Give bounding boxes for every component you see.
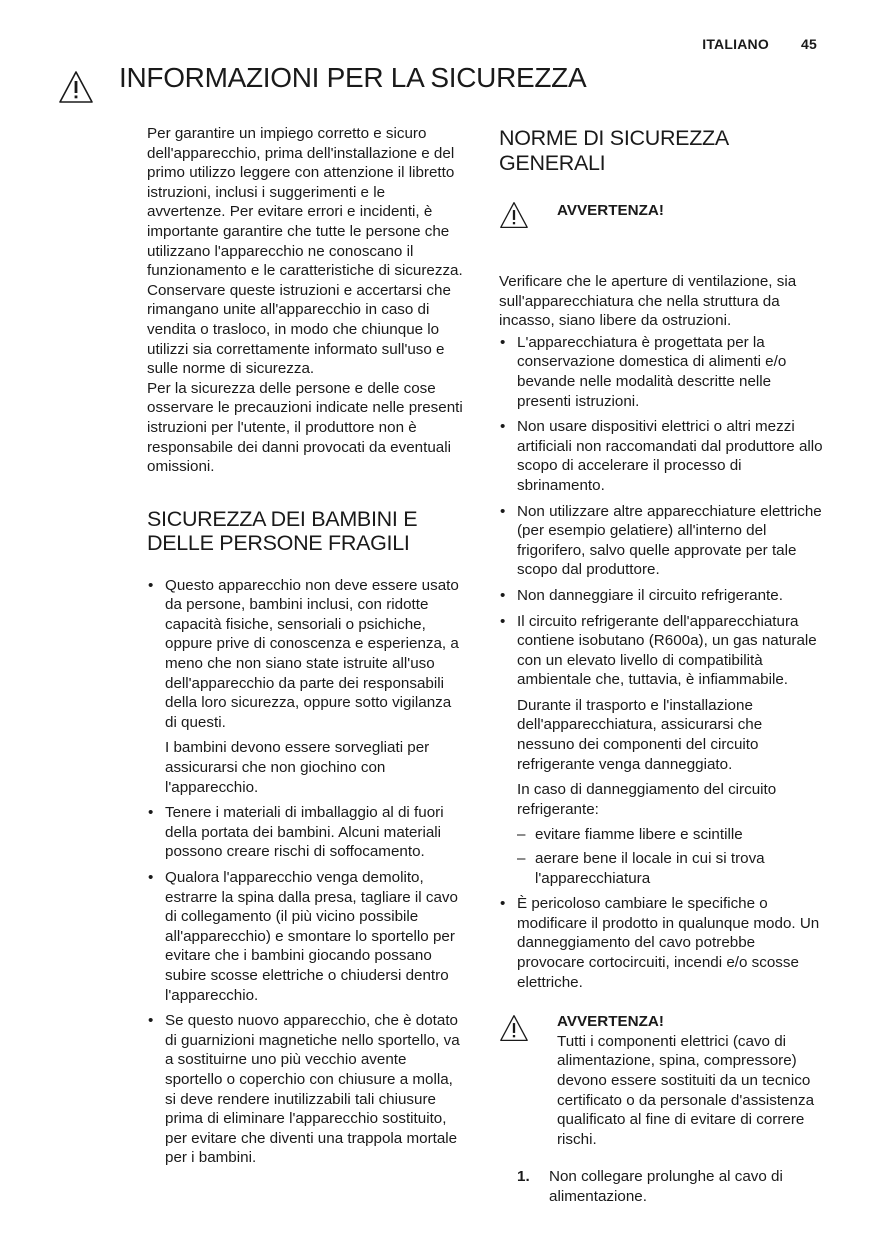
warning-label: AVVERTENZA! bbox=[557, 1013, 664, 1031]
intro-paragraph: Per garantire un impiego corretto e sicuro dell'apparecchio, prima dell'installazione e del primo utilizzo leggere con attenzione il libretto istruzioni, inclusi i suggerimenti e le avvertenze. Per evitare errori e incidenti, è importante garantire che tutte le persone che utilizzano l'apparecchio ne conoscano il funzionamento e le caratteristiche di sicurezza. Conservare queste istruzioni e accertarsi che rimangano unite all'apparecchio in caso di vendita o trasloco, in modo che chiunque lo utilizzi sia correttamente informato sull'uso e sulle norme di sicurezza. bbox=[147, 125, 463, 378]
list-item: • Il circuito refrigerante dell'apparecchiatura contiene isobutano (R600a), un gas naturale con un elevato livello di compatibilità ambientale che, tuttavia, è infiammabile. Durante il trasporto e l'installazione dell'apparecchiatura, assicurarsi che nessuno dei componenti del circuito refrigerante venga danneggiato. In caso di danneggiamento del circuito refrigerante: – evitare fiamme libere e scintille – aerare bene il locale in cui si trova l'apparecchiatura bbox=[499, 612, 823, 889]
numbered-item bbox=[499, 1167, 823, 1206]
warning-label: AVVERTENZA! bbox=[557, 202, 664, 219]
list-item: • Non usare dispositivi elettrici o altri mezzi artificiali non raccomandati dal produttore allo scopo di accelerare il processo di sbrinamento. bbox=[499, 417, 823, 495]
warning-text: Tutti i componenti elettrici (cavo di alimentazione, spina, compressore) devono essere sostituiti da un tecnico certificato o da personale d'assistenza qualificato al fine di evitare di correre rischi. bbox=[557, 1032, 815, 1148]
header-language: ITALIANO bbox=[702, 36, 769, 52]
step-text: Non collegare prolunghe al cavo di alimentazione. bbox=[549, 1168, 783, 1205]
general-safety-list bbox=[499, 333, 823, 992]
section-heading-general: NORME DI SICUREZZA GENERALI bbox=[499, 126, 728, 175]
warning-triangle-icon bbox=[499, 201, 529, 229]
list-item: • Se questo nuovo apparecchio, che è dotato di guarnizioni magnetiche nello sportello, va a sostituirne uno più vecchio avente sportello o coperchio con chiusure a molla, si deve rendere inutilizzabili tali chiusure prima di eliminare l'apparecchio sostituito, per evitare che diventi una trappola mortale per i bambini. bbox=[147, 1011, 467, 1168]
page-number: 45 bbox=[801, 36, 817, 52]
list-item: • Qualora l'apparecchio venga demolito, estrarre la spina dalla presa, tagliare il cavo di collegamento (il più vicino possibile all'apparecchio) e smontare lo sportello per evitare che i bambini giocando possano subire scosse elettriche o chiudersi dentro l'apparecchio. bbox=[147, 868, 467, 1005]
list-item: • È pericoloso cambiare le specifiche o modificare il prodotto in qualunque modo. Un danneggiamento del cavo potrebbe provocare cortocircuiti, incendi e/o scosse elettriche. bbox=[499, 894, 823, 992]
numbered-list bbox=[499, 1167, 823, 1206]
page-header bbox=[702, 36, 817, 52]
list-item: • Tenere i materiali di imballaggio al di fuori della portata dei bambini. Alcuni materiali possono creare rischi di soffocamento. bbox=[147, 803, 467, 862]
page-title: INFORMAZIONI PER LA SICUREZZA bbox=[119, 62, 587, 93]
warning-text: Verificare che le aperture di ventilazione, sia sull'apparecchiatura che nella struttura da incasso, siano libere da ostruzioni. bbox=[499, 273, 797, 330]
list-item: – evitare fiamme libere e scintille bbox=[517, 825, 823, 845]
list-item: • L'apparecchiatura è progettata per la conservazione domestica di alimenti e/o bevande nelle modalità descritte nelle presenti istruzioni. bbox=[499, 333, 823, 411]
section-heading-children: SICUREZZA DEI BAMBINI E DELLE PERSONE FRAGILI bbox=[147, 506, 418, 556]
warning-triangle-icon bbox=[58, 70, 94, 104]
warning-triangle-icon bbox=[499, 1014, 529, 1042]
list-item: • Questo apparecchio non deve essere usato da persone, bambini inclusi, con ridotte capacità fisiche, sensoriali o psichiche, oppure prive di conoscenza e esperienza, a meno che non siano state istruite all'uso dell'apparecchio da parte dei responsabili della loro sicurezza, oppure sotto vigilanza di questi. I bambini devono essere sorvegliati per assicurarsi che non giochino con l'apparecchio. bbox=[147, 576, 467, 798]
left-column bbox=[147, 124, 467, 1174]
warning-box bbox=[499, 201, 823, 235]
list-item: • Non danneggiare il circuito refrigerante. bbox=[499, 586, 823, 606]
right-column bbox=[499, 124, 823, 1207]
damage-steps-list bbox=[517, 825, 823, 888]
warning-box bbox=[499, 1012, 823, 1149]
list-item: • Non utilizzare altre apparecchiature elettriche (per esempio gelatiere) all'interno del frigorifero, salvo quelle approvate per tale scopo dal produttore. bbox=[499, 502, 823, 580]
children-safety-list bbox=[147, 576, 467, 1168]
list-item: – aerare bene il locale in cui si trova l'apparecchiatura bbox=[517, 849, 823, 888]
step-number: 1. bbox=[517, 1168, 530, 1186]
intro-paragraph: Per la sicurezza delle persone e delle cose osservare le precauzioni indicate nelle presenti istruzioni per l'utente, il produttore non è responsabile dei danni provocati da eventuali omissioni. bbox=[147, 379, 463, 476]
